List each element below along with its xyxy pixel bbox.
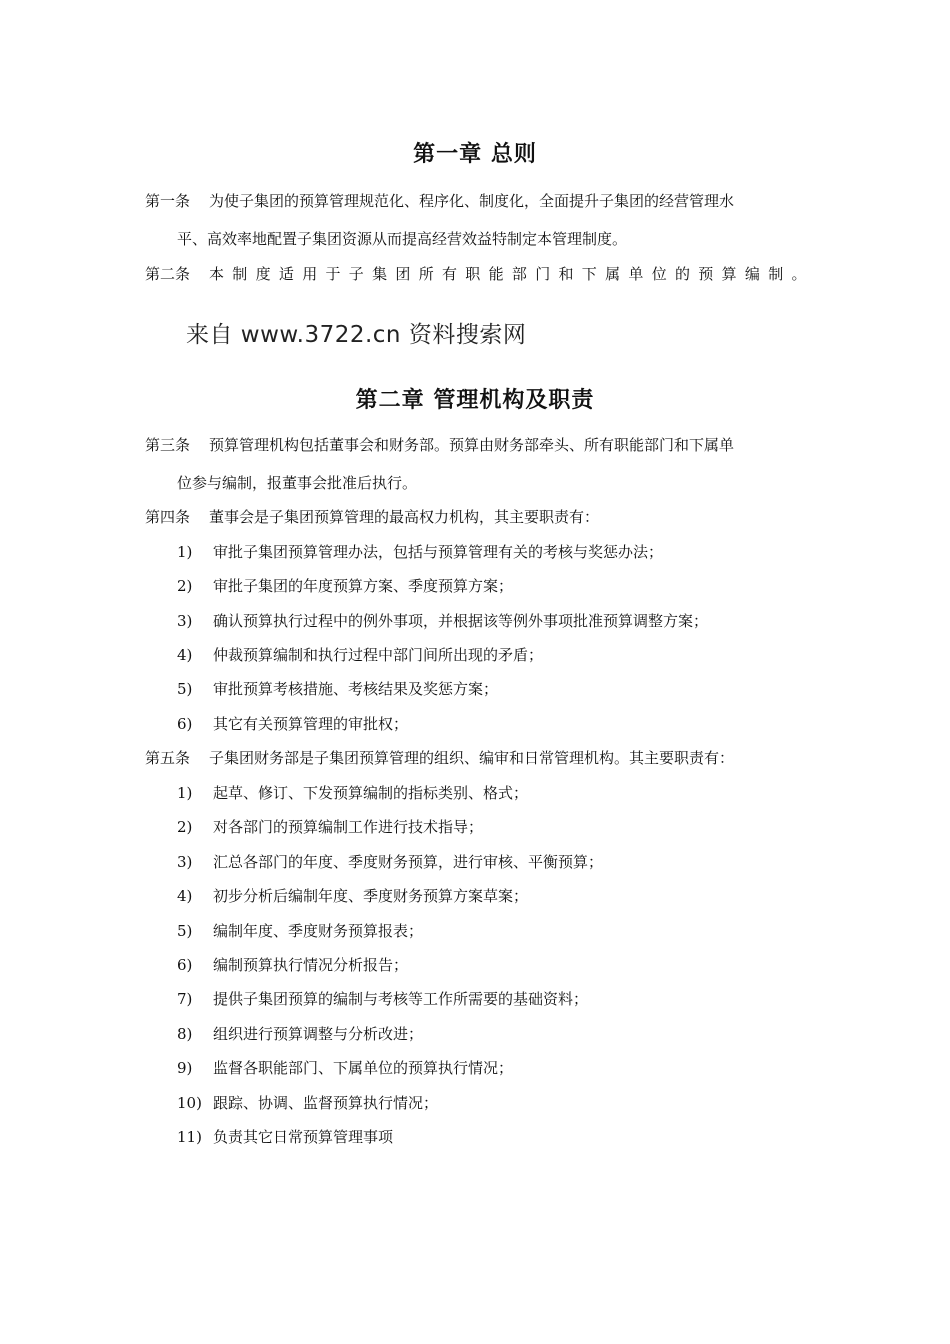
article-1-text-1: 为使子集团的预算管理规范化、程序化、制度化，全面提升子集团的经营管理水 <box>209 192 735 210</box>
article-5-item <box>177 1024 423 1044</box>
item-text: 编制年度、季度财务预算报表； <box>213 922 424 940</box>
article-5-label: 第五条 <box>145 749 191 767</box>
article-4-text: 董事会是子集团预算管理的最高权力机构，其主要职责有： <box>209 508 600 526</box>
article-3-text-1: 预算管理机构包括董事会和财务部。预算由财务部牵头、所有职能部门和下属单 <box>209 436 735 454</box>
item-number: 8) <box>177 1025 193 1043</box>
item-number: 4) <box>177 646 193 664</box>
item-text: 确认预算执行过程中的例外事项，并根据该等例外事项批准预算调整方案； <box>213 612 709 630</box>
article-5-item <box>177 1058 513 1078</box>
item-text: 提供子集团预算的编制与考核等工作所需要的基础资料； <box>213 990 589 1008</box>
article-5-item <box>177 921 423 941</box>
article-1-line-1 <box>145 191 734 211</box>
item-text: 其它有关预算管理的审批权； <box>213 715 409 733</box>
item-text: 跟踪、协调、监督预算执行情况； <box>213 1094 439 1112</box>
article-5-item <box>177 783 528 803</box>
item-text: 初步分析后编制年度、季度财务预算方案草案； <box>213 887 529 905</box>
article-3-label: 第三条 <box>145 436 191 454</box>
article-5-text: 子集团财务部是子集团预算管理的组织、编审和日常管理机构。其主要职责有： <box>209 749 735 767</box>
article-4-item <box>177 576 513 596</box>
article-4-item <box>177 714 408 734</box>
chapter-1-title: 第一章 总则 <box>413 142 537 167</box>
item-text: 审批子集团预算管理办法，包括与预算管理有关的考核与奖惩办法； <box>213 543 664 561</box>
item-text: 汇总各部门的年度、季度财务预算，进行审核、平衡预算； <box>213 853 604 871</box>
article-5-item <box>177 989 588 1009</box>
item-number: 1) <box>177 543 193 561</box>
item-number: 6) <box>177 715 193 733</box>
item-number: 5) <box>177 680 193 698</box>
article-5-line <box>145 748 734 768</box>
article-5-item <box>177 955 408 975</box>
item-number: 7) <box>177 990 193 1008</box>
item-text: 负责其它日常预算管理事项 <box>213 1128 394 1146</box>
item-number: 4) <box>177 887 193 905</box>
item-number: 3) <box>177 612 193 630</box>
article-2-label: 第二条 <box>145 265 191 283</box>
item-number: 11) <box>177 1128 202 1146</box>
item-number: 1) <box>177 784 193 802</box>
article-5-item <box>177 1127 393 1147</box>
item-text: 审批预算考核措施、考核结果及奖惩方案； <box>213 680 499 698</box>
item-number: 2) <box>177 818 193 836</box>
item-number: 9) <box>177 1059 193 1077</box>
article-4-item <box>177 645 543 665</box>
item-text: 组织进行预算调整与分析改进； <box>213 1025 424 1043</box>
article-4-item <box>177 542 663 562</box>
item-text: 监督各职能部门、下属单位的预算执行情况； <box>213 1059 514 1077</box>
article-5-item <box>177 1093 438 1113</box>
article-1-label: 第一条 <box>145 192 191 210</box>
article-3-line-2: 位参与编制，报董事会批准后执行。 <box>177 474 418 492</box>
item-text: 对各部门的预算编制工作进行技术指导； <box>213 818 484 836</box>
article-4-item <box>177 611 708 631</box>
item-number: 3) <box>177 853 193 871</box>
item-number: 6) <box>177 956 193 974</box>
item-number: 2) <box>177 577 193 595</box>
item-text: 仲裁预算编制和执行过程中部门间所出现的矛盾； <box>213 646 544 664</box>
item-text: 起草、修订、下发预算编制的指标类别、格式； <box>213 784 529 802</box>
article-1-line-2: 平、高效率地配置子集团资源从而提高经营效益特制定本管理制度。 <box>177 230 628 248</box>
item-number: 5) <box>177 922 193 940</box>
article-4-label: 第四条 <box>145 508 191 526</box>
item-number: 10) <box>177 1094 202 1112</box>
article-2-text: 本制度适用于子集团所有职能部门和下属单位的预算编制。 <box>209 265 815 283</box>
article-3-line-1 <box>145 435 734 455</box>
article-2-line <box>145 264 815 284</box>
article-5-item <box>177 817 483 837</box>
chapter-2-title: 第二章 管理机构及职责 <box>355 388 595 413</box>
article-4-item <box>177 679 498 699</box>
watermark-text: 来自 www.3722.cn 资料搜索网 <box>186 322 527 348</box>
item-text: 审批子集团的年度预算方案、季度预算方案； <box>213 577 514 595</box>
article-5-item <box>177 852 603 872</box>
article-5-item <box>177 886 528 906</box>
article-4-line <box>145 507 599 527</box>
item-text: 编制预算执行情况分析报告； <box>213 956 409 974</box>
